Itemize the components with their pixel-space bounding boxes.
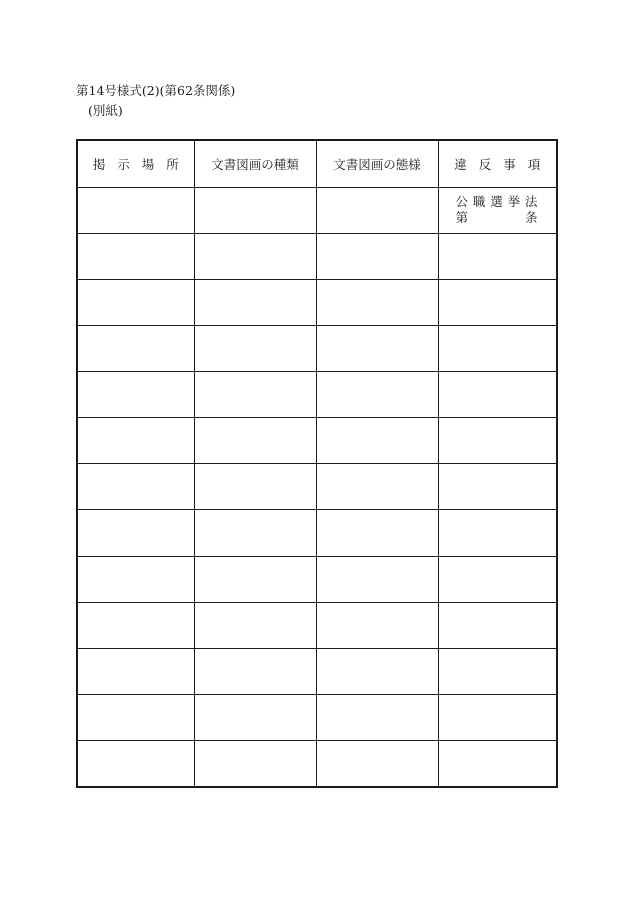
cell-document-form[interactable] bbox=[316, 325, 438, 371]
cell-document-form[interactable] bbox=[316, 372, 438, 418]
cell-document-form[interactable] bbox=[316, 741, 438, 787]
table-header-row bbox=[77, 140, 557, 187]
cell-document-form[interactable] bbox=[316, 510, 438, 556]
header-posting-location: 掲示場所 bbox=[77, 140, 194, 187]
election-law-note: 公 職 選 挙 法 第 条 bbox=[455, 194, 538, 226]
cell-posting-location[interactable] bbox=[77, 279, 194, 325]
table-row bbox=[77, 325, 557, 371]
cell-posting-location[interactable] bbox=[77, 325, 194, 371]
cell-violation-matter[interactable] bbox=[438, 418, 557, 464]
cell-document-type[interactable] bbox=[194, 418, 316, 464]
header-document-form: 文書図画の態様 bbox=[316, 140, 438, 187]
cell-posting-location[interactable] bbox=[77, 602, 194, 648]
cell-document-type[interactable] bbox=[194, 648, 316, 694]
cell-document-form[interactable] bbox=[316, 418, 438, 464]
cell-document-form[interactable] bbox=[316, 279, 438, 325]
cell-violation-matter[interactable] bbox=[438, 556, 557, 602]
table-row bbox=[77, 602, 557, 648]
cell-document-type[interactable] bbox=[194, 695, 316, 741]
cell-document-type[interactable] bbox=[194, 602, 316, 648]
cell-violation-matter[interactable] bbox=[438, 510, 557, 556]
cell-posting-location[interactable] bbox=[77, 695, 194, 741]
cell-violation-matter[interactable] bbox=[438, 741, 557, 787]
cell-document-type[interactable] bbox=[194, 741, 316, 787]
cell-posting-location[interactable] bbox=[77, 510, 194, 556]
cell-document-form[interactable] bbox=[316, 233, 438, 279]
cell-posting-location[interactable] bbox=[77, 741, 194, 787]
violation-report-table bbox=[76, 139, 558, 788]
cell-posting-location[interactable] bbox=[77, 648, 194, 694]
cell-posting-location[interactable] bbox=[77, 418, 194, 464]
cell-violation-matter[interactable] bbox=[438, 233, 557, 279]
table-row bbox=[77, 464, 557, 510]
cell-document-type[interactable] bbox=[194, 325, 316, 371]
cell-document-type[interactable] bbox=[194, 279, 316, 325]
table-row bbox=[77, 187, 557, 233]
cell-document-type[interactable] bbox=[194, 556, 316, 602]
cell-posting-location[interactable] bbox=[77, 372, 194, 418]
table-row bbox=[77, 372, 557, 418]
cell-document-type[interactable] bbox=[194, 233, 316, 279]
cell-document-type[interactable] bbox=[194, 464, 316, 510]
cell-violation-matter[interactable] bbox=[438, 648, 557, 694]
header-violation-matter: 違反事項 bbox=[438, 140, 557, 187]
cell-violation-matter[interactable] bbox=[438, 279, 557, 325]
cell-violation-matter[interactable] bbox=[438, 187, 557, 233]
cell-document-form[interactable] bbox=[316, 648, 438, 694]
cell-posting-location[interactable] bbox=[77, 233, 194, 279]
table-row bbox=[77, 648, 557, 694]
table-row bbox=[77, 741, 557, 787]
cell-violation-matter[interactable] bbox=[438, 325, 557, 371]
form-title: 第14号様式(2)(第62条関係) bbox=[76, 83, 236, 98]
cell-posting-location[interactable] bbox=[77, 187, 194, 233]
cell-document-form[interactable] bbox=[316, 556, 438, 602]
table-row bbox=[77, 233, 557, 279]
cell-document-type[interactable] bbox=[194, 372, 316, 418]
table-row bbox=[77, 510, 557, 556]
cell-document-form[interactable] bbox=[316, 187, 438, 233]
cell-posting-location[interactable] bbox=[77, 464, 194, 510]
cell-document-form[interactable] bbox=[316, 464, 438, 510]
cell-violation-matter[interactable] bbox=[438, 602, 557, 648]
table-row bbox=[77, 556, 557, 602]
cell-document-type[interactable] bbox=[194, 187, 316, 233]
cell-document-type[interactable] bbox=[194, 510, 316, 556]
cell-violation-matter[interactable] bbox=[438, 372, 557, 418]
form-subtitle: (別紙) bbox=[88, 103, 123, 118]
cell-document-form[interactable] bbox=[316, 695, 438, 741]
table-row bbox=[77, 279, 557, 325]
cell-document-form[interactable] bbox=[316, 602, 438, 648]
cell-violation-matter[interactable] bbox=[438, 695, 557, 741]
header-document-type: 文書図画の種類 bbox=[194, 140, 316, 187]
table-row bbox=[77, 418, 557, 464]
table-row bbox=[77, 695, 557, 741]
cell-violation-matter[interactable] bbox=[438, 464, 557, 510]
cell-posting-location[interactable] bbox=[77, 556, 194, 602]
